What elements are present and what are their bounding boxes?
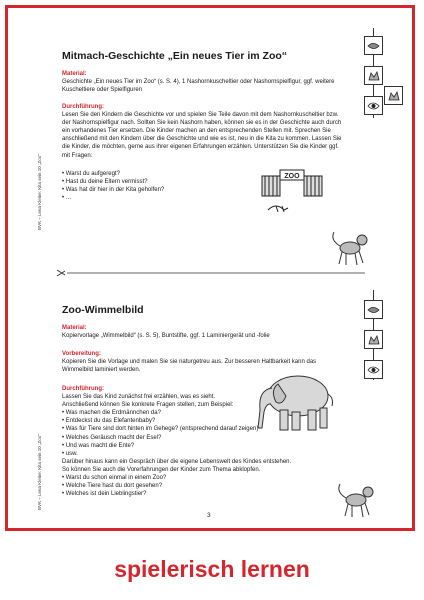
scissors-icon bbox=[57, 270, 65, 276]
section2-procedure-heading: Durchführung: bbox=[62, 386, 104, 392]
cut-line bbox=[55, 268, 370, 278]
section1-procedure-heading: Durchführung: bbox=[62, 104, 104, 110]
page-number: 3 bbox=[207, 512, 211, 519]
list-item: • usw. bbox=[62, 450, 78, 457]
list-item: • Welches Geräusch macht der Esel? bbox=[62, 434, 162, 441]
eye-icon bbox=[364, 360, 383, 379]
zoo-sign-text: ZOO bbox=[284, 173, 300, 180]
list-item: • Hast du deine Eltern vermisst? bbox=[62, 179, 148, 186]
sidebar-credit-top: BVK – Lena Kleine: Kita sein 10 „Zoo“ bbox=[37, 154, 42, 230]
lips-icon bbox=[364, 36, 383, 55]
section2-prep-heading: Vorbereitung: bbox=[62, 351, 101, 357]
list-item: Anschließend können Sie konkrete Fragen stellen, zum Beispiel: bbox=[62, 402, 234, 409]
section1-material-heading: Material: bbox=[62, 71, 87, 77]
list-item: • … bbox=[62, 195, 72, 202]
elephant-icon bbox=[250, 362, 350, 438]
section2-title: Zoo-Wimmelbild bbox=[62, 304, 144, 316]
section1-procedure bbox=[62, 103, 347, 160]
eye-icon bbox=[364, 96, 383, 115]
section1-material bbox=[62, 70, 347, 94]
list-item: • Warst du schon einmal in einem Zoo? bbox=[62, 475, 167, 482]
monkey-icon bbox=[334, 482, 379, 520]
hands-icon bbox=[364, 330, 383, 349]
section1-procedure-text: Lesen Sie den Kindern die Geschichte vor und spielen Sie Teile davon mit dem Nashornkuscheltier bzw. der Nashornspielfigur nach. Sollten Sie kein Nashorn haben, können sie es in der Geschichte auch durch ein vorhandenes Tier ersetzen. Die Kinder machen an den entsprechenden Stellen mit. Sprechen Sie anschließend mit den Kindern über die Geschichte und wie es ist, neu in die Kita zu kommen. Lassen Sie die Kinder, die möchten, gerne aus ihrer eigenen Erfahrungen erzählen. Unterstützen Sie die Kinder ggf. mit Fragen: bbox=[62, 112, 342, 159]
list-item: • Entdeckst du das Elefantenbaby? bbox=[62, 418, 156, 425]
lips-icon bbox=[364, 300, 383, 319]
list-item: • Was für Tiere sind dort hinten im Gehege? (entsprechend darauf zeigen) bbox=[62, 426, 259, 433]
hands-icon bbox=[384, 86, 403, 105]
section1-material-text: Geschichte „Ein neues Tier im Zoo“ (s. S. 4), 1 Nashornkuscheltier oder Nashornspielfigur, ggf. weitere Kuscheltiere oder Spielfiguren bbox=[62, 79, 335, 94]
list-item: • Und was macht die Ente? bbox=[62, 442, 135, 449]
monkey-icon bbox=[328, 230, 373, 268]
list-item: • Was machen die Erdmännchen da? bbox=[62, 410, 161, 417]
sidebar-credit-bottom: BVK – Lena Kleine: Kita sein 10 „Zoo“ bbox=[37, 434, 42, 510]
section1-title: Mitmach-Geschichte „Ein neues Tier im Zoo“ bbox=[62, 50, 288, 62]
list-item: • Warst du aufgeregt? bbox=[62, 171, 120, 177]
section2-material bbox=[62, 324, 347, 340]
list-item: • Welches ist dein Lieblingstier? bbox=[62, 491, 147, 498]
section2-material-heading: Material: bbox=[62, 325, 87, 331]
section1-questions bbox=[62, 170, 212, 202]
footer-slogan: spielerisch lernen bbox=[114, 556, 310, 582]
list-item: So können Sie auch die Vorerfahrungen der Kinder zum Thema abklopfen. bbox=[62, 466, 261, 473]
list-item: Lassen Sie das Kind zunächst frei erzählen, was es sieht. bbox=[62, 394, 216, 401]
list-item: • Welche Tiere hast du dort gesehen? bbox=[62, 483, 163, 490]
section2-material-text: Kopiervorlage „Wimmelbild“ (s. S. 5), Buntstifte, ggf. 1 Laminiergerät und -folie bbox=[62, 333, 270, 340]
section2-prep-text: Kopieren Sie die Vorlage und malen Sie sie naturgetreu aus. Zur besseren Haltbarkeit kann das Wimmelbild laminiert werden. bbox=[62, 359, 317, 374]
list-item: Darüber hinaus kann ein Gespräch über die eigene Lebenswelt des Kindes entstehen. bbox=[62, 458, 292, 465]
hands-icon bbox=[364, 66, 383, 85]
zoo-gate-icon bbox=[258, 166, 328, 216]
list-item: • Was hat dir hier in der Kita geholfen? bbox=[62, 187, 165, 194]
